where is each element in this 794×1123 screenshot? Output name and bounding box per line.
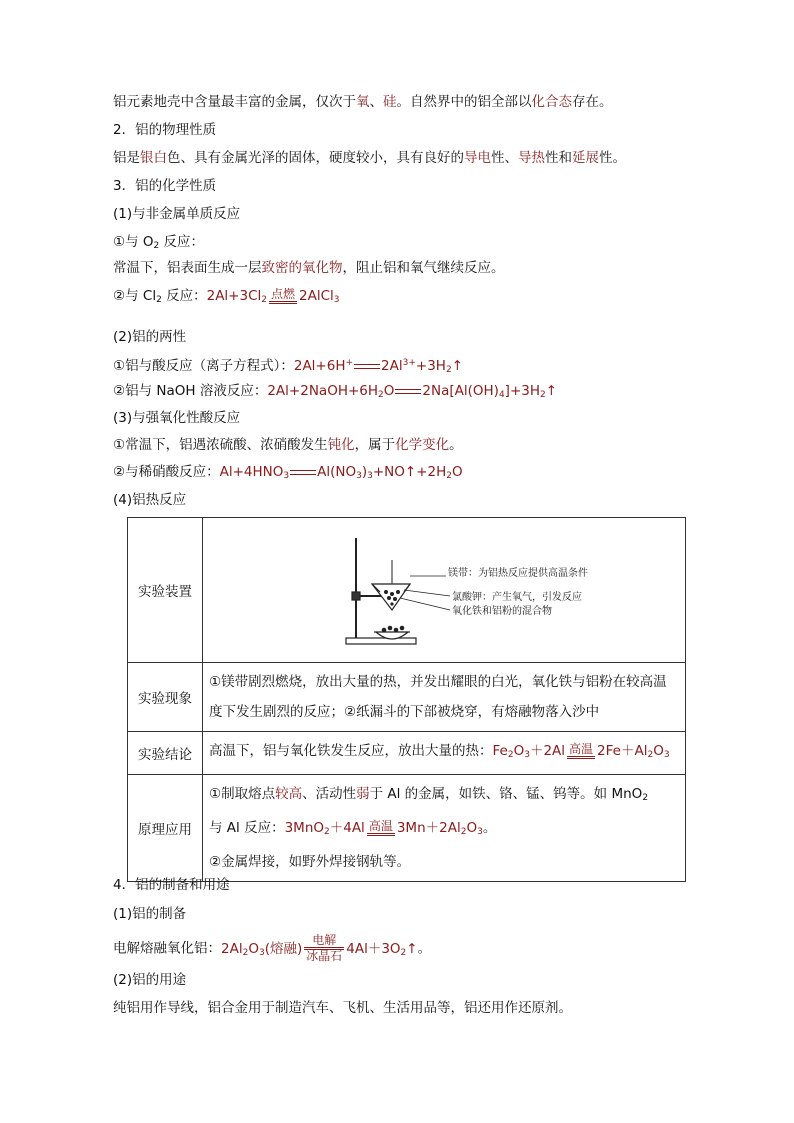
apparatus-cell xyxy=(203,518,686,663)
heading-physical-properties: 2．铝的物理性质 xyxy=(113,122,217,138)
gas-arrow: ↑ xyxy=(406,940,418,957)
cl2-reaction xyxy=(113,286,340,310)
row-label: 实验装置 xyxy=(128,518,203,663)
text: (熔融) xyxy=(264,940,303,957)
answer-ductile: 延展 xyxy=(572,150,599,166)
text: 。 xyxy=(417,940,432,957)
text: 3MnO xyxy=(284,820,324,836)
naoh-reaction xyxy=(113,381,557,405)
subscript: 3 xyxy=(477,827,483,837)
text: O xyxy=(653,743,664,759)
text: 电解熔融氧化铝： xyxy=(113,940,221,957)
text: 3Mn＋2Al xyxy=(396,820,461,836)
text: O xyxy=(451,464,463,480)
text: 2Al+2NaOH+6H xyxy=(267,383,379,399)
answer-passivation: 钝化 xyxy=(327,437,355,453)
text: O xyxy=(248,940,259,957)
subscript: 3 xyxy=(356,471,362,481)
application-line xyxy=(209,779,679,813)
subscript: 2 xyxy=(460,827,467,837)
gas-arrow: ↑ xyxy=(545,383,558,399)
thermite-apparatus-diagram xyxy=(204,520,684,660)
text: ) xyxy=(361,464,368,480)
text: ①与 O xyxy=(113,234,154,250)
subscript: 3 xyxy=(367,471,373,481)
row-label: 原理应用 xyxy=(128,775,203,882)
table-row xyxy=(128,732,686,775)
subscript: 2 xyxy=(378,390,384,400)
condition-text: 高温 xyxy=(368,819,393,833)
label-mixture: 氧化铁和铝粉的混合物 xyxy=(452,606,552,617)
text: O xyxy=(513,743,525,759)
text: 性。 xyxy=(599,150,626,166)
text: 色、具有金属光泽的固体，硬度较小，具有良好的 xyxy=(167,150,464,166)
mno2-equation xyxy=(285,820,483,836)
thermite-equation xyxy=(493,743,670,759)
application-cell xyxy=(203,775,686,882)
text: 2Al+6H xyxy=(293,358,346,374)
text: ＋4Al xyxy=(329,820,365,836)
condition-text: 冰晶石 xyxy=(306,949,343,963)
answer-silicon: 硅 xyxy=(383,94,397,110)
equals-sign xyxy=(354,364,380,369)
text: Fe xyxy=(492,743,508,759)
conc-acid-passivation xyxy=(113,435,463,455)
text: 铝是 xyxy=(113,150,140,166)
answer-combined-state: 化合态 xyxy=(531,94,572,110)
reaction-condition xyxy=(567,743,595,759)
acid-equation xyxy=(294,358,463,374)
row-label: 实验结论 xyxy=(128,732,203,775)
subscript: 2 xyxy=(642,793,649,803)
text: 性、 xyxy=(491,150,518,166)
subscript: 3 xyxy=(283,471,290,481)
equals-bar xyxy=(269,301,297,304)
text: ②与稀硝酸反应： xyxy=(113,464,220,480)
superscript: 3+ xyxy=(402,358,416,368)
subscript: 2 xyxy=(324,827,330,837)
application-line: ②金属焊接，如野外焊接钢轨等。 xyxy=(209,854,411,870)
text: 4Al＋3O xyxy=(346,940,401,957)
equals-sign xyxy=(290,470,316,475)
condition-text: 电解 xyxy=(312,933,337,947)
reaction-condition xyxy=(304,934,344,963)
text: 常温下，铝表面生成一层 xyxy=(113,260,262,276)
text: 性和 xyxy=(545,150,572,166)
subheading-amphoteric: (2)铝的两性 xyxy=(113,329,187,345)
heading-preparation-uses: 4．铝的制备和用途 xyxy=(113,877,230,893)
acid-reaction xyxy=(113,353,463,380)
answer-oxygen: 氧 xyxy=(356,94,370,110)
label-chlorate: 氯酸钾：产生氧气，引发反应 xyxy=(452,592,582,603)
subscript: 2 xyxy=(507,750,514,760)
dilute-nitric-reaction xyxy=(113,462,463,486)
subscript: 3 xyxy=(333,295,340,305)
text: 2Al xyxy=(221,940,243,957)
text: 2Fe＋Al xyxy=(597,743,648,759)
subscript: 2 xyxy=(261,295,267,305)
text: ①常温下，铝遇浓硫酸、浓硝酸发生 xyxy=(113,437,328,453)
text: 。 xyxy=(482,820,497,836)
subheading-preparation: (1)铝的制备 xyxy=(113,906,187,922)
text: 高温下，铝与氧化铁发生反应，放出大量的热： xyxy=(209,743,493,759)
answer-conductive: 导电 xyxy=(464,150,491,166)
text: 、 xyxy=(369,94,383,110)
text: ＋2Al xyxy=(529,743,566,759)
text: 存在。 xyxy=(572,94,613,110)
gas-arrow: ↑ xyxy=(451,358,464,374)
subheading-uses: (2)铝的用途 xyxy=(113,972,187,988)
equals-bar xyxy=(367,833,395,836)
text: ①制取熔点 xyxy=(209,786,276,802)
electrolysis-reaction xyxy=(113,934,431,963)
subscript: 2 xyxy=(647,750,654,760)
text: 与 Al 反应： xyxy=(209,820,285,836)
uses-paragraph: 纯铝用作导线，铝合金用于制造汽车、飞机、生活用品等，铝还用作还原剂。 xyxy=(113,1000,572,1016)
subscript: 4 xyxy=(498,390,505,400)
heading-chemical-properties: 3．铝的化学性质 xyxy=(113,178,217,194)
text: 于 Al 的金属，如铁、铬、锰、钨等。如 MnO xyxy=(369,786,643,802)
electrolysis-equation xyxy=(221,933,418,963)
dilute-nitric-equation xyxy=(220,464,463,480)
intro-paragraph xyxy=(113,92,613,112)
application-line xyxy=(209,813,679,847)
condition-text: 高温 xyxy=(569,742,594,756)
text: 、活动性 xyxy=(302,786,357,802)
subscript: 2 xyxy=(540,390,546,400)
table-row xyxy=(128,518,686,663)
text: 2AlCl xyxy=(299,288,334,304)
subheading-thermite: (4)铝热反应 xyxy=(113,492,187,508)
text: 2Na[Al(OH) xyxy=(422,383,499,399)
answer-silver-white: 银白 xyxy=(140,150,167,166)
text: ]+3H xyxy=(504,383,540,399)
subscript: 2 xyxy=(445,365,452,375)
subheading-oxidizing-acid: (3)与强氧化性酸反应 xyxy=(113,410,241,426)
text: +NO↑+2H xyxy=(372,464,447,480)
text: ①铝与酸反应（离子方程式）： xyxy=(113,358,294,374)
thermite-table xyxy=(127,517,686,882)
text: ②铝与 NaOH 溶液反应： xyxy=(113,383,268,399)
condition-text: 点燃 xyxy=(271,287,296,301)
subscript: 2 xyxy=(400,947,407,958)
text: ，属于 xyxy=(354,437,396,453)
table-row xyxy=(128,775,686,882)
equals-bar xyxy=(567,756,595,759)
text: O xyxy=(383,383,395,399)
label-magnesium: 镁带：为铝热反应提供高温条件 xyxy=(448,568,588,579)
answer-thermal: 导热 xyxy=(518,150,545,166)
conclusion-cell xyxy=(203,732,686,775)
text: 反应： xyxy=(161,288,207,304)
equals-sign xyxy=(395,389,421,394)
subscript: 2 xyxy=(446,471,452,481)
answer-higher: 较高 xyxy=(275,786,303,802)
subscript: 3 xyxy=(663,750,670,760)
naoh-equation xyxy=(267,383,557,399)
phenomenon-cell: ①镁带剧烈燃烧，放出大量的热，并发出耀眼的白光，氧化铁与铝粉在较高温度下发生剧烈的反应；②纸漏斗的下部被烧穿，有熔融物落入沙中 xyxy=(203,663,686,732)
physical-properties-paragraph xyxy=(113,148,626,168)
text: ，阻止铝和氧气继续反应。 xyxy=(342,260,505,276)
cl2-equation xyxy=(207,288,340,304)
o2-reaction-label xyxy=(113,232,204,256)
subheading-nonmetal: (1)与非金属单质反应 xyxy=(113,206,241,222)
text: ②与 Cl xyxy=(113,288,157,304)
subscript: 3 xyxy=(524,750,530,760)
subscript: 2 xyxy=(242,947,249,958)
text: Al(NO xyxy=(317,464,357,480)
subscript: 2 xyxy=(153,241,160,251)
text: 2Al+3Cl xyxy=(206,288,262,304)
answer-dense-oxide: 致密的氧化物 xyxy=(261,260,343,276)
answer-weaker: 弱 xyxy=(356,786,370,802)
row-label: 实验现象 xyxy=(128,663,203,732)
subscript: 2 xyxy=(156,295,162,305)
superscript: + xyxy=(345,358,354,368)
text: Al+4HNO xyxy=(219,464,284,480)
text: 2Al xyxy=(381,358,403,374)
table-row xyxy=(128,663,686,732)
text: +3H xyxy=(415,358,446,374)
answer-chemical-change: 化学变化 xyxy=(395,437,450,453)
subscript: 3 xyxy=(258,947,265,958)
reaction-condition xyxy=(367,820,395,836)
reaction-condition xyxy=(269,288,297,304)
text: O xyxy=(466,820,478,836)
text: 。 xyxy=(449,437,463,453)
text: 。自然界中的铝全部以 xyxy=(396,94,532,110)
o2-reaction-description xyxy=(113,258,505,278)
text: 铝元素地壳中含量最丰富的金属，仅次于 xyxy=(113,94,356,110)
text: 反应： xyxy=(159,234,205,250)
